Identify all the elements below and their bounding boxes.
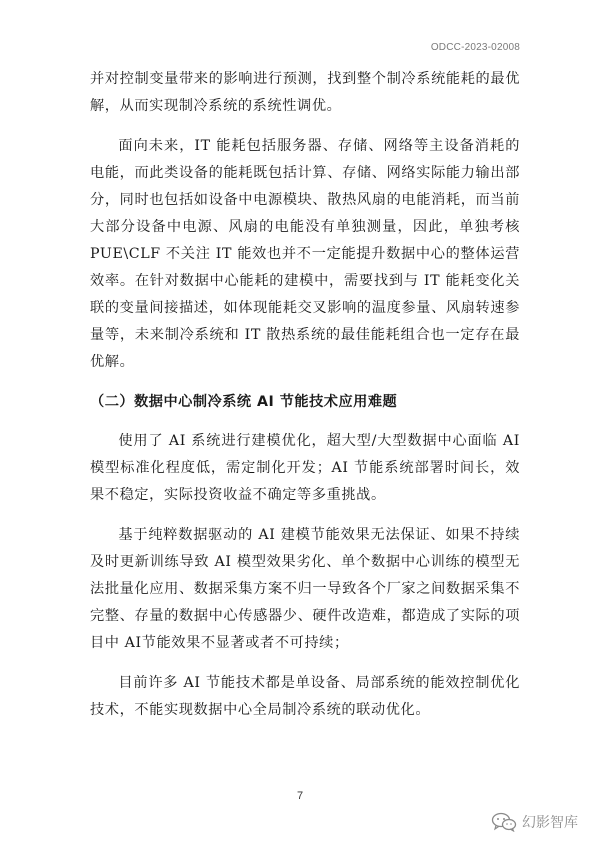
watermark xyxy=(491,812,578,832)
paragraph-data-driven-issues: 基于纯粹数据驱动的 AI 建模节能效果无法保证、如果不持续及时更新训练导致 AI 模型效果劣化、单个数据中心训练的模型无法批量化应用、数据采集方案不归一导致各个厂家之间数据采集不完整、存量的数据中心传感器少、硬件改造难，都造成了实际的项目中 AI节能效果不显著或者不可持续； xyxy=(90,527,520,651)
section-heading: （二）数据中心制冷系统 AI 节能技术应用难题 xyxy=(90,394,398,410)
page-number: 7 xyxy=(296,790,304,802)
page-content xyxy=(90,66,520,724)
wechat-icon xyxy=(491,812,517,832)
paragraph-continuation: 并对控制变量带来的影响进行预测，找到整个制冷系统能耗的最优解，从而实现制冷系统的系统性调优。 xyxy=(90,71,520,114)
paragraph-local-optimization: 目前许多 AI 节能技术都是单设备、局部系统的能效控制优化技术，不能实现数据中心全局制冷系统的联动优化。 xyxy=(90,675,520,718)
paragraph-future-it-energy: 面向未来，IT 能耗包括服务器、存储、网络等主设备消耗的电能，而此类设备的能耗既包括计算、存储、网络实际能力输出部分，同时也包括如设备中电源模块、散热风扇的电能消耗，而当前大部分设备中电源、风扇的电能没有单独测量，因此，单独考核PUE\CLF 不关注 IT 能效也并不一定能提升数据中心的整体运营效率。在针对数据中心能耗的建模中，需要找到与 IT 能耗变化关联的变量间接描述，如体现能耗交叉影响的温度参量、风扇转速参量等，未来制冷系统和 IT 散热系统的最佳能耗组合也一定存在最优解。 xyxy=(90,138,520,370)
watermark-text: 幻影智库 xyxy=(522,815,578,831)
document-id: ODCC-2023-02008 xyxy=(430,42,520,53)
paragraph-ai-challenges: 使用了 AI 系统进行建模优化，超大型/大型数据中心面临 AI 模型标准化程度低，需定制化开发；AI 节能系统部署时间长，效果不稳定，实际投资收益不确定等多重挑战。 xyxy=(90,433,520,503)
